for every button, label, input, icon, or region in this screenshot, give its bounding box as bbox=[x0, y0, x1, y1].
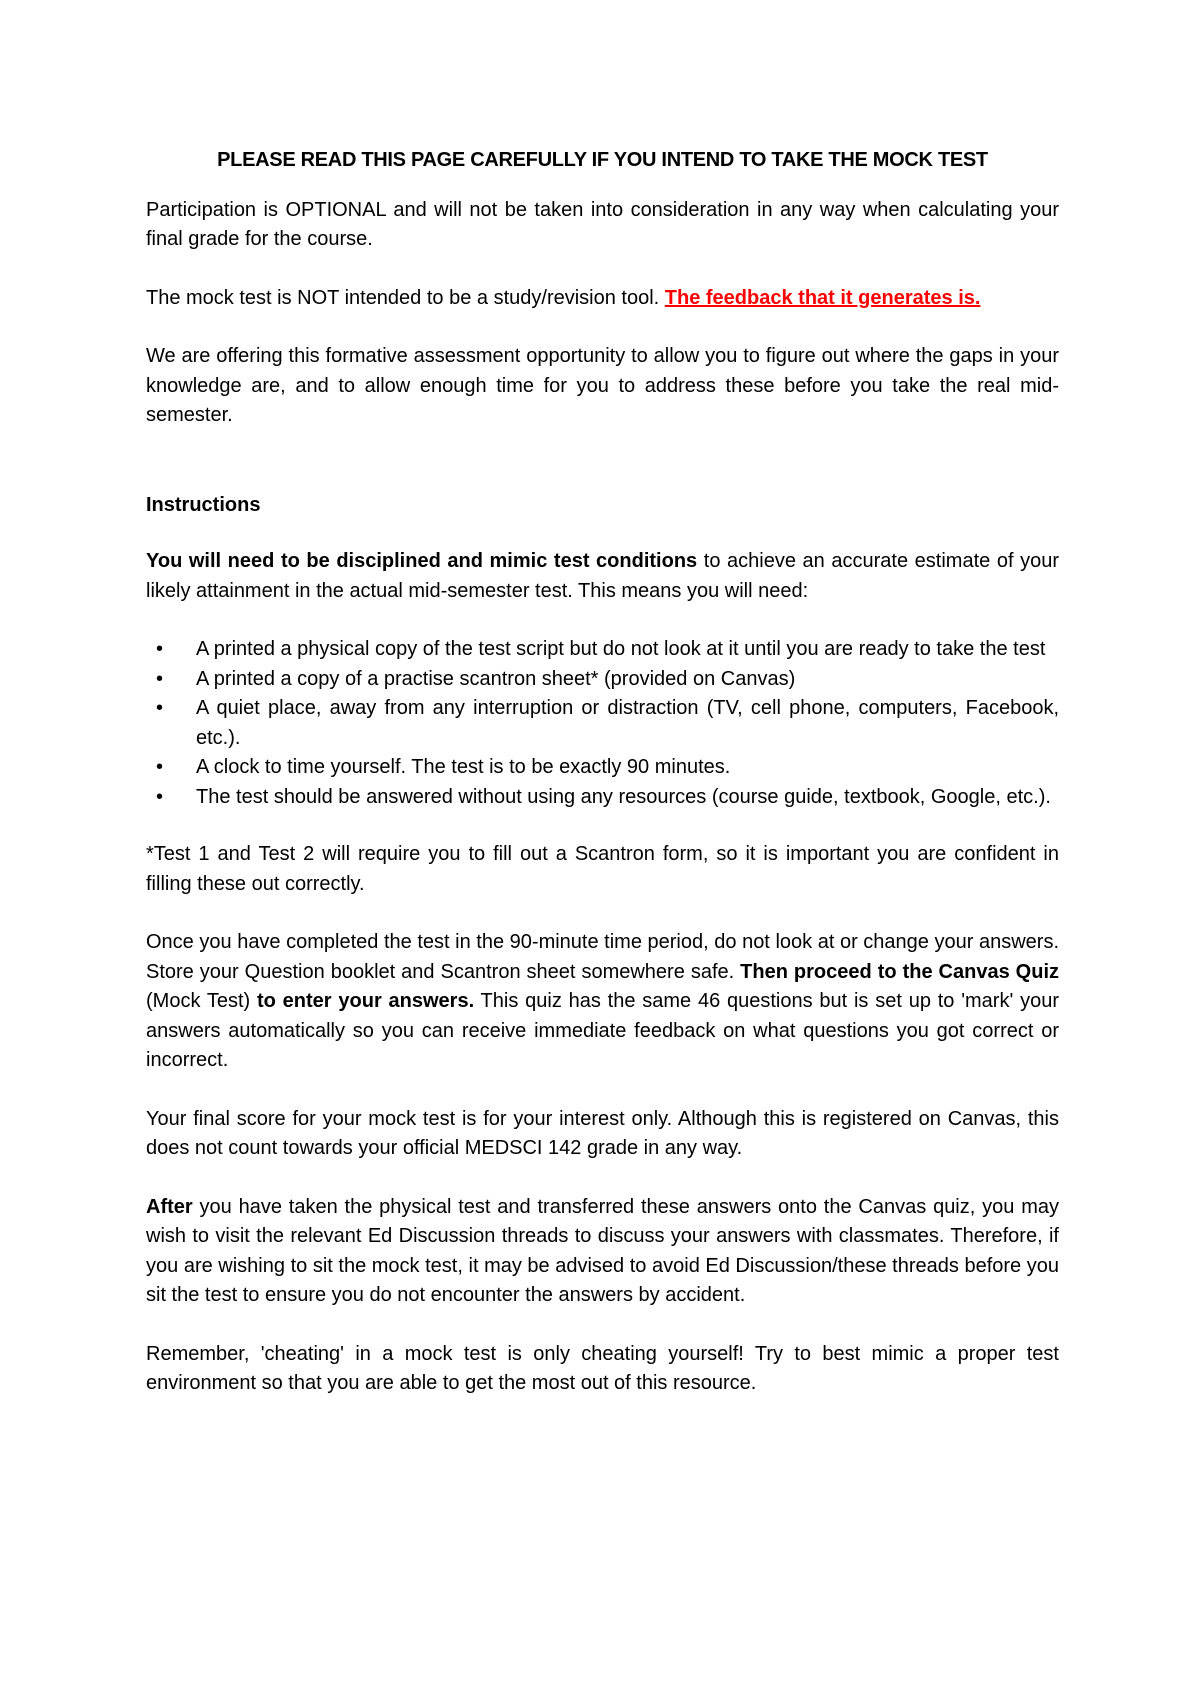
quiz-description-text: This quiz has the same 46 questions but is set up to 'mark' your answers automatically so you can receive immediate feedback on what questions you got correct or incorrect. bbox=[146, 990, 1059, 1071]
after-completion-paragraph bbox=[146, 928, 1059, 1076]
ed-discussion-text: you have taken the physical test and transferred these answers onto the Canvas quiz, you may wish to visit the relevant Ed Discussion threads to discuss your answers with classmates. Therefore, if you are wishing to sit the mock test, it may be advised to avoid Ed Discussion/these threads before you sit the test to ensure you do not encounter the answers by accident. bbox=[146, 1195, 1059, 1306]
purpose-text: The mock test is NOT intended to be a study/revision tool. bbox=[146, 286, 665, 309]
list-item-text: A clock to time yourself. The test is to be exactly 90 minutes. bbox=[196, 756, 731, 778]
after-bold-text: After bbox=[146, 1195, 193, 1218]
discipline-rest-text: to achieve an accurate estimate of your likely attainment in the actual mid-semester test. This means you will need: bbox=[146, 550, 1060, 602]
scantron-note-paragraph: *Test 1 and Test 2 will require you to fill out a Scantron form, so it is important you are confident in filling these out correctly. bbox=[146, 843, 1059, 895]
page-content bbox=[146, 146, 1059, 1428]
participation-paragraph: Participation is OPTIONAL and will not be taken into consideration in any way when calculating your final grade for the course. bbox=[146, 198, 1059, 250]
canvas-quiz-bold-text: Then proceed to the Canvas Quiz bbox=[740, 960, 1060, 983]
list-item bbox=[146, 753, 1059, 783]
formative-assessment-paragraph: We are offering this formative assessment opportunity to allow you to figure out where the gaps in your knowledge are, and to allow enough time for you to address these before you take the real mid-semester. bbox=[146, 345, 1059, 426]
bullet-icon: • bbox=[156, 756, 164, 778]
list-item-text: A printed a copy of a practise scantron sheet* (provided on Canvas) bbox=[196, 667, 796, 690]
discipline-bold-text: You will need to be disciplined and mimic test conditions bbox=[146, 550, 698, 572]
list-item-text: A printed a physical copy of the test script but do not look at it until you are ready to take the test bbox=[196, 638, 1046, 660]
requirements-list bbox=[146, 635, 1059, 812]
list-item bbox=[146, 694, 1059, 753]
page-title: PLEASE READ THIS PAGE CAREFULLY IF YOU INTEND TO TAKE THE MOCK TEST bbox=[217, 149, 988, 171]
list-item bbox=[146, 665, 1059, 695]
mock-test-purpose-paragraph bbox=[146, 284, 1059, 314]
completion-text: Once you have completed the test in the 90-minute time period, do not look at or change your answers. Store your Question booklet and Scantron sheet somewhere safe. bbox=[146, 931, 1059, 983]
bullet-icon: • bbox=[156, 638, 164, 660]
enter-answers-bold-text: to enter your answers. bbox=[257, 990, 475, 1012]
cheating-reminder-paragraph: Remember, 'cheating' in a mock test is only cheating yourself! Try to best mimic a proper test environment so that you are able to get the most out of this resource. bbox=[146, 1342, 1059, 1394]
discipline-paragraph bbox=[146, 547, 1059, 606]
list-item bbox=[146, 635, 1059, 665]
ed-discussion-paragraph bbox=[146, 1193, 1059, 1311]
bullet-icon: • bbox=[156, 785, 164, 808]
instructions-heading: Instructions bbox=[146, 493, 261, 516]
list-item-text: A quiet place, away from any interruption or distraction (TV, cell phone, computers, Facebook, etc.). bbox=[196, 697, 1059, 749]
bullet-icon: • bbox=[156, 667, 164, 690]
mock-test-text: (Mock Test) bbox=[146, 990, 258, 1012]
feedback-emphasis: The feedback that it generates is. bbox=[664, 286, 981, 309]
list-item-text: The test should be answered without using any resources (course guide, textbook, Google, etc.). bbox=[196, 785, 1051, 808]
final-score-paragraph: Your final score for your mock test is for your interest only. Although this is registered on Canvas, this does not count towards your official MEDSCI 142 grade in any way. bbox=[146, 1107, 1059, 1159]
list-item bbox=[146, 783, 1059, 813]
bullet-icon: • bbox=[156, 697, 164, 719]
